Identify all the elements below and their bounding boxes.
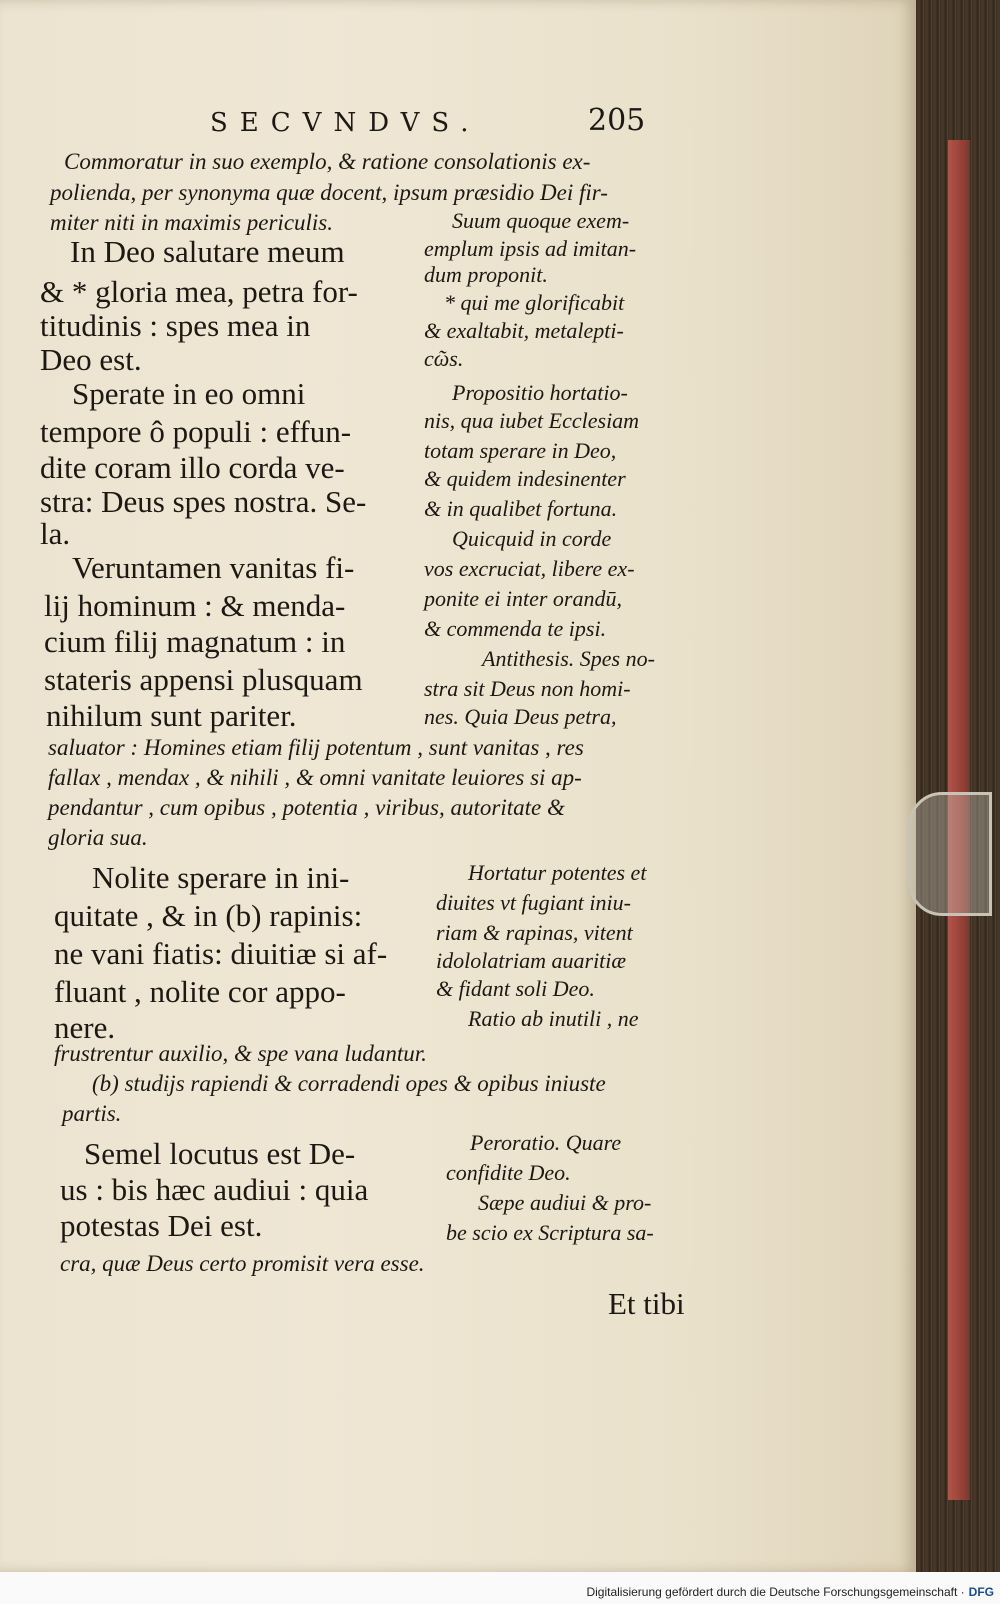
page-clip xyxy=(908,792,992,916)
marginal-note-line: nis, qua iubet Ecclesiam xyxy=(424,408,640,433)
marginal-note-line: vos excruciat, libere ex- xyxy=(424,556,635,581)
marginal-note-line: totam sperare in Deo, xyxy=(424,438,617,463)
marginal-note-line: diuites vt fugiant iniu- xyxy=(436,890,631,915)
running-title: SECVNDVS. xyxy=(210,108,481,138)
argument-line: Commoratur in suo exemplo, & ratione consolationis ex- xyxy=(64,149,591,174)
verse-line: nihilum sunt pariter. xyxy=(46,698,297,733)
verse-line: Nolite sperare in ini- xyxy=(92,860,350,895)
marginal-note-line: & in qualibet fortuna. xyxy=(424,496,618,521)
credit-text: Digitalisierung gefördert durch die Deutsche Forschungsgemeinschaft · xyxy=(586,1585,965,1599)
verse-line: Veruntamen vanitas fi- xyxy=(72,550,355,585)
marginal-note-line: Peroratio. Quare xyxy=(470,1130,622,1155)
verse-line: la. xyxy=(40,516,71,551)
marginal-note-line: Suum quoque exem- xyxy=(452,208,630,233)
marginal-note-line: idololatriam auaritiæ xyxy=(436,948,627,973)
marginal-note-line: riam & rapinas, vitent xyxy=(436,920,633,945)
digitization-credit xyxy=(586,1585,994,1599)
argument-line: frustrentur auxilio, & spe vana ludantur. xyxy=(54,1041,427,1066)
argument-line: pendantur , cum opibus , potentia , viribus, autoritate & xyxy=(48,795,565,820)
verse-line: Sperate in eo omni xyxy=(72,376,306,411)
catchword: Et tibi xyxy=(608,1286,685,1321)
argument-line: miter niti in maximis periculis. xyxy=(50,210,334,235)
marginal-note-line: stra sit Deus non homi- xyxy=(424,676,631,701)
verse-line: fluant , nolite cor appo- xyxy=(54,974,346,1009)
marginal-note-line: & fidant soli Deo. xyxy=(436,976,595,1001)
argument-line: fallax , mendax , & nihili , & omni vanitate leuiores si ap- xyxy=(48,765,582,790)
marginal-note-line: ponite ei inter orandū, xyxy=(424,586,622,611)
marginal-note-line: be scio ex Scriptura sa- xyxy=(446,1220,654,1245)
verse-line: quitate , & in (b) rapinis: xyxy=(54,898,363,933)
verse-line: cium filij magnatum : in xyxy=(44,624,346,659)
verse-line: Deo est. xyxy=(40,342,142,377)
verse-line: dite coram illo corda ve- xyxy=(40,450,345,485)
verse-line: In Deo salutare meum xyxy=(70,234,345,269)
verse-line: lij hominum : & menda- xyxy=(44,588,346,623)
marginal-note-line: dum proponit. xyxy=(424,262,548,287)
marginal-note-line: & commenda te ipsi. xyxy=(424,616,607,641)
marginal-note-line: Quicquid in corde xyxy=(452,526,612,551)
marginal-note-line: Antithesis. Spes no- xyxy=(482,646,655,671)
verse-line: Semel locutus est De- xyxy=(84,1136,356,1171)
footnote-line: partis. xyxy=(62,1101,122,1126)
marginal-note-line: Propositio hortatio- xyxy=(452,380,628,405)
page-number: 205 xyxy=(588,103,646,138)
marginal-note-line: * qui me glorificabit xyxy=(444,290,625,315)
verse-line: stateris appensi plusquam xyxy=(44,662,363,697)
dfg-logo: DFG xyxy=(968,1585,994,1599)
marginal-note-line: Sæpe audiui & pro- xyxy=(478,1190,652,1215)
verse-line: us : bis hæc audiui : quia xyxy=(60,1172,369,1207)
verse-line: nere. xyxy=(54,1010,116,1045)
marginal-note-line: & exaltabit, metalepti- xyxy=(424,318,624,343)
marginal-note-line: nes. Quia Deus petra, xyxy=(424,704,617,729)
argument-line: gloria sua. xyxy=(48,825,148,850)
argument-line: saluator : Homines etiam filij potentum , sunt vanitas , res xyxy=(48,735,584,760)
verse-line: titudinis : spes mea in xyxy=(40,308,311,343)
marginal-note-line: cῶs. xyxy=(424,346,464,371)
verse-line: stra: Deus spes nostra. Se- xyxy=(40,484,367,519)
verse-line: ne vani fiatis: diuitiæ si af- xyxy=(54,936,388,971)
marginal-note-line: confidite Deo. xyxy=(446,1160,571,1185)
argument-line: cra, quæ Deus certo promisit vera esse. xyxy=(60,1251,425,1276)
marginal-note-line: Ratio ab inutili , ne xyxy=(468,1006,639,1031)
verse-line: & * gloria mea, petra for- xyxy=(40,274,358,309)
verse-line: tempore ô populi : effun- xyxy=(40,414,352,449)
marginal-note-line: emplum ipsis ad imitan- xyxy=(424,236,637,261)
marginal-note-line: & quidem indesinenter xyxy=(424,466,626,491)
argument-line: polienda, per synonyma quæ docent, ipsum præsidio Dei fir- xyxy=(50,180,608,205)
footnote-line: (b) studijs rapiendi & corradendi opes & opibus iniuste xyxy=(92,1071,606,1096)
marginal-note-line: Hortatur potentes et xyxy=(468,860,647,885)
verse-line: potestas Dei est. xyxy=(60,1208,263,1243)
